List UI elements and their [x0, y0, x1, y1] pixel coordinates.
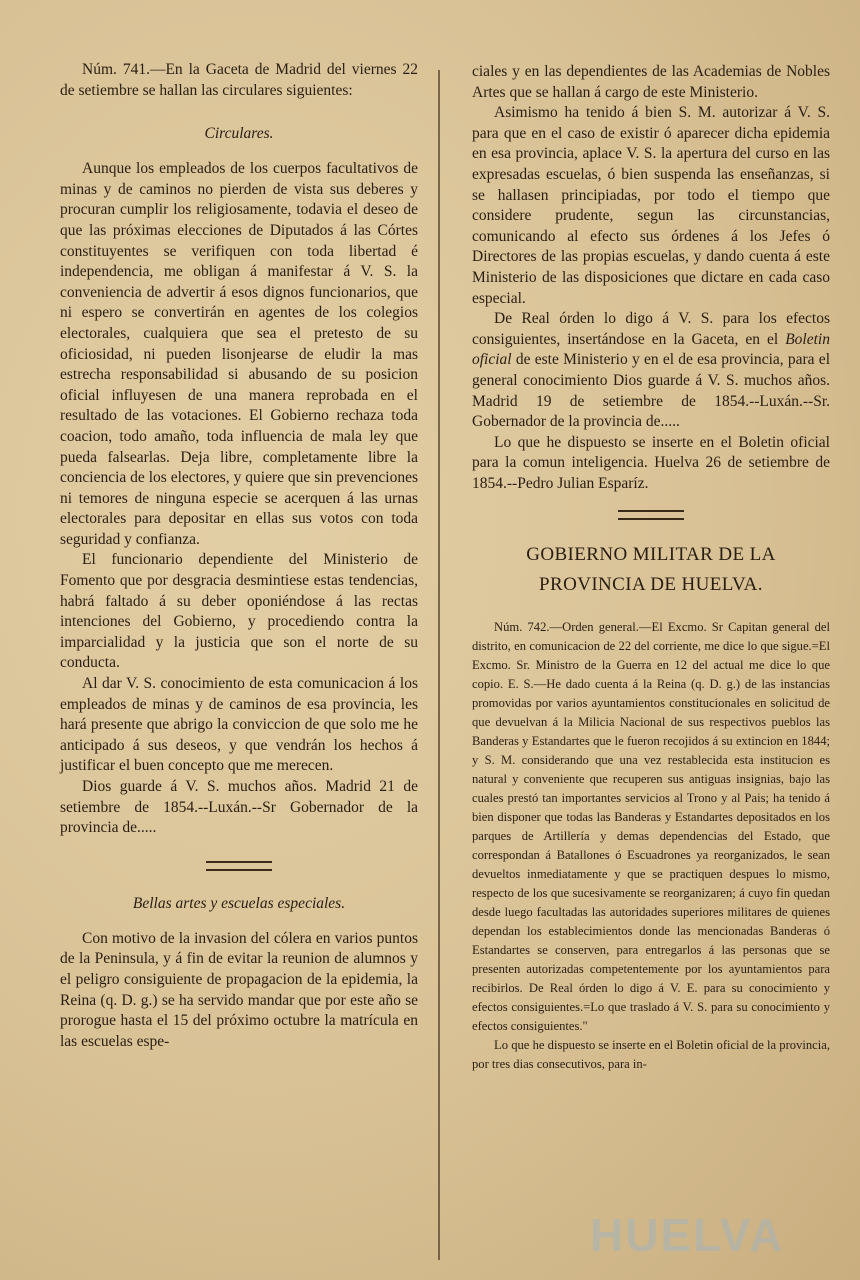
- bellas-artes-continuation: ciales y en las dependientes de las Academias de Nobles Artes que se hallan á cargo de este Ministerio.: [472, 63, 830, 101]
- section-divider: [618, 510, 684, 520]
- section-divider: [206, 861, 272, 871]
- bellas-artes-signature: Lo que he dispuesto se inserte en el Boletin oficial para la comun inteligencia. Huelva 26 de setiembre de 1854.--Pedro Julian Esparíz.: [472, 433, 830, 492]
- gobierno-militar-title: GOBIERNO MILITAR DE LA PROVINCIA DE HUELVA.: [526, 544, 776, 596]
- orden-closing: Lo que he dispuesto se inserte en el Boletin oficial de la provincia, por tres dias consecutivos, para in-: [472, 1038, 830, 1072]
- circular-paragraph-1: Aunque los empleados de los cuerpos facultativos de minas y de caminos no pierden de vista sus deberes y procuran cumplir los religiosamente, todavia el deseo de que las próximas elecciones de Diputados á las Córtes constituyentes se verifiquen con toda libertad é independencia, me obligan á manifestar á V. S. la conveniencia de advertir á esos dignos funcionarios, que ni espero se convertirán en agentes de los colegios electorales, cualquiera que sea el pretesto de su oficiosidad, ni pueden lisonjearse de eludir la mas estrecha responsabilidad si abusando de su posicion oficial influyesen de una manera reprobada en el resultado de las votaciones. El Gobierno rechaza toda coacion, todo amaño, toda influencia de mala ley que pueda falsearlas. Deja libre, completamente libre la conciencia de los electores, y quiere que sin prevenciones ni temores de ninguna especie se acerquen á las urnas electorales para depositar en ellas sus votos con toda seguridad y confianza.: [60, 160, 418, 548]
- right-column: [472, 62, 830, 1074]
- left-column: [60, 60, 418, 1052]
- circular-signature: Dios guarde á V. S. muchos años. Madrid 21 de setiembre de 1854.--Luxán.--Sr Gobernador de la provincia de.....: [60, 778, 418, 837]
- bellas-artes-paragraph-3: [472, 309, 830, 433]
- text-run: de este Ministerio y en el de esa provincia, para el general conocimiento Dios guarde á V. S. muchos años. Madrid 19 de setiembre de 1854.--Luxán.--Sr. Gobernador de la provincia de.....: [472, 351, 830, 431]
- library-watermark: HUELVA: [590, 1209, 785, 1261]
- orden-general-742: Núm. 742.—Orden general.—El Excmo. Sr Capitan general del distrito, en comunicacion de 22 del corriente, me dice lo que sigue.=El Excmo. Sr. Ministro de la Guerra en 12 del actual me dice lo que copio. E. S.—He dado cuenta á la Reina (q. D. g.) de las instancias promovidas por varios ayuntamientos constitucionales en solicitud de que devuelvan á la Milicia Nacional de sus respectivos pueblos las Banderas y Estandartes que le fueron recojidos á su extincion en 1844; y S. M. considerando que una vez restablecida esta institucion es natural y conveniente que recuperen sus antiguas insignias, bajo las cuales prestó tan importantes servicios al Trono y al Pais; ha tenido á bien disponer que todas las Banderas y Estandartes depositados en los parques de Artillería y demas dependencias del Estado, que correspondan á Batallones ó Escuadrones ya reorganizados, le sean devueltos inmediatamente y que se practiquen despues lo mismo, respecto de los que sucesivamente se reorganizaren; á cuyo fin quedan desde luego facultadas las autoridades superiores militares de quienes dependan los establecimientos donde las mencionadas Banderas ó Estandartes se conserven, para entregarlos á las personas que se presenten autorizadas competentemente por los ayuntamientos para recibirlos. De Real órden lo digo á V. E. para su conocimiento y efectos consiguientes.=Lo que traslado á V. S. para su conocimiento y efectos consiguientes.": [472, 620, 830, 1034]
- bellas-artes-paragraph-2: Asimismo ha tenido á bien S. M. autorizar á V. S. para que en el caso de existir ó aparecer dicha epidemia en esa provincia, aplace V. S. la apertura del curso en las expresadas escuelas, ó bien suspenda las enseñanzas, si se hallasen principiadas, por todo el tiempo que considere prudente, segun las circunstancias, comunicando al efecto sus órdenes á los Jefes ó Directores de las propias escuelas, y dando cuenta á este Ministerio de las disposiciones que dictare en cada caso especial.: [472, 104, 830, 307]
- boletin-italic: Boletin oficial: [472, 330, 830, 369]
- notice-741-intro: Núm. 741.—En la Gaceta de Madrid del viernes 22 de setiembre se hallan las circulares siguientes:: [60, 61, 418, 99]
- circular-paragraph-3: Al dar V. S. conocimiento de esta comunicacion á los empleados de minas y de caminos de esa provincia, les hará presente que abrigo la conviccion de que solo me he anticipado á sus deseos, y que vendrán los hechos á justificar el buen concepto que me merecen.: [60, 675, 418, 775]
- circular-paragraph-2: El funcionario dependiente del Ministerio de Fomento que por desgracia desmintiese estas tendencias, habrá faltado á su deber oponiéndose á las rectas intenciones del Gobierno, y procediendo contra la imparcialidad y la justicia que son el norte de su conducta.: [60, 551, 418, 672]
- bellas-artes-paragraph-1: Con motivo de la invasion del cólera en varios puntos de la Peninsula, y á fin de evitar la reunion de alumnos y el peligro consiguiente de propagacion de la epidemia, la Reina (q. D. g.) se ha servido mandar que por este año se prorogue hasta el 15 del próximo octubre la matrícula en las escuelas espe-: [60, 929, 418, 1050]
- circulares-heading: Circulares.: [204, 125, 274, 143]
- column-rule: [438, 70, 440, 1260]
- bellas-artes-heading: Bellas artes y escuelas especiales.: [132, 894, 346, 912]
- text-run: De Real órden lo digo á V. S. para los efectos consiguientes, insertándose en la Gaceta, en el: [472, 310, 830, 348]
